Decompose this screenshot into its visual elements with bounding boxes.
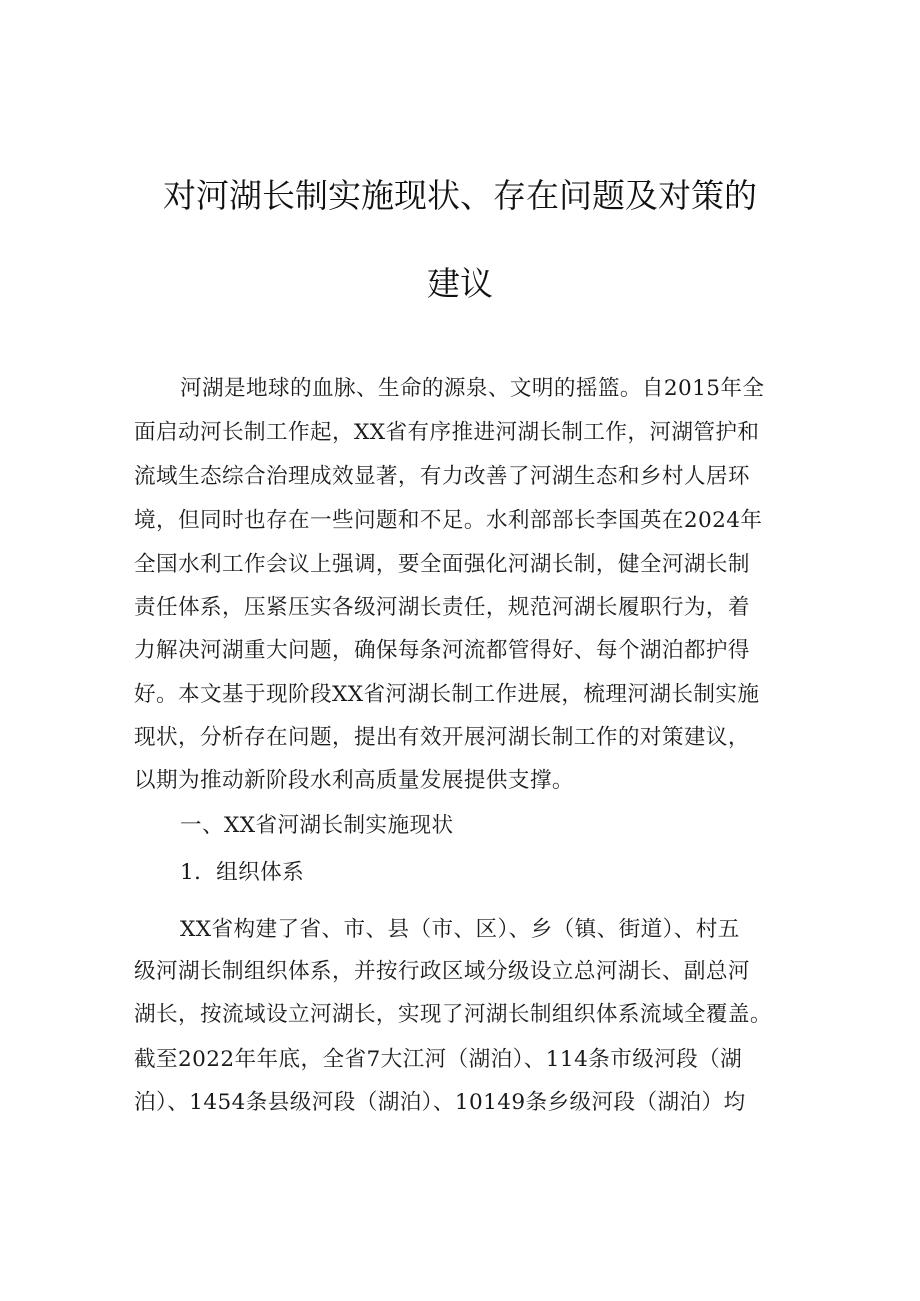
section-heading: 一、XX省河湖长制实施现状 — [180, 813, 454, 838]
intro-paragraph-line: 责任体系，压紧压实各级河湖长责任，规范河湖长履职行为，着 — [134, 595, 750, 620]
body-paragraph-line: XX省构建了省、市、县（市、区）、乡（镇、街道）、村五 — [180, 917, 740, 942]
intro-paragraph-line: 全国水利工作会议上强调，要全面强化河湖长制，健全河湖长制 — [134, 552, 750, 577]
subsection-heading: 1．组织体系 — [180, 860, 305, 885]
intro-paragraph-line: 力解决河湖重大问题，确保每条河流都管得好、每个湖泊都护得 — [134, 638, 750, 663]
body-paragraph-line: 泊）、1454条县级河段（湖泊）、10149条乡级河段（湖泊）均 — [134, 1090, 746, 1115]
intro-paragraph-line: 境，但同时也存在一些问题和不足。水利部部长李国英在2024年 — [134, 508, 763, 533]
body-paragraph-line: 湖长，按流域设立河湖长，实现了河湖长制组织体系流域全覆盖。 — [134, 1002, 772, 1027]
intro-paragraph-line: 以期为推动新阶段水利高质量发展提供支撑。 — [134, 768, 574, 793]
intro-paragraph-line: 好。本文基于现阶段XX省河湖长制工作进展，梳理河湖长制实施 — [134, 682, 760, 707]
intro-paragraph-line: 流域生态综合治理成效显著，有力改善了河湖生态和乡村人居环 — [134, 464, 750, 489]
document-title-line-2: 建议 — [427, 264, 493, 303]
intro-paragraph-line: 面启动河长制工作起，XX省有序推进河湖长制工作，河湖管护和 — [134, 420, 760, 445]
intro-paragraph-line: 河湖是地球的血脉、生命的源泉、文明的摇篮。自2015年全 — [180, 376, 765, 401]
body-paragraph-line: 截至2022年年底，全省7大江河（湖泊）、114条市级河段（湖 — [134, 1047, 743, 1072]
document-title-line-1: 对河湖长制实施现状、存在问题及对策的 — [163, 176, 757, 215]
body-paragraph-line: 级河湖长制组织体系，并按行政区域分级设立总河湖长、副总河 — [134, 959, 750, 984]
intro-paragraph-line: 现状，分析存在问题，提出有效开展河湖长制工作的对策建议， — [134, 725, 750, 750]
